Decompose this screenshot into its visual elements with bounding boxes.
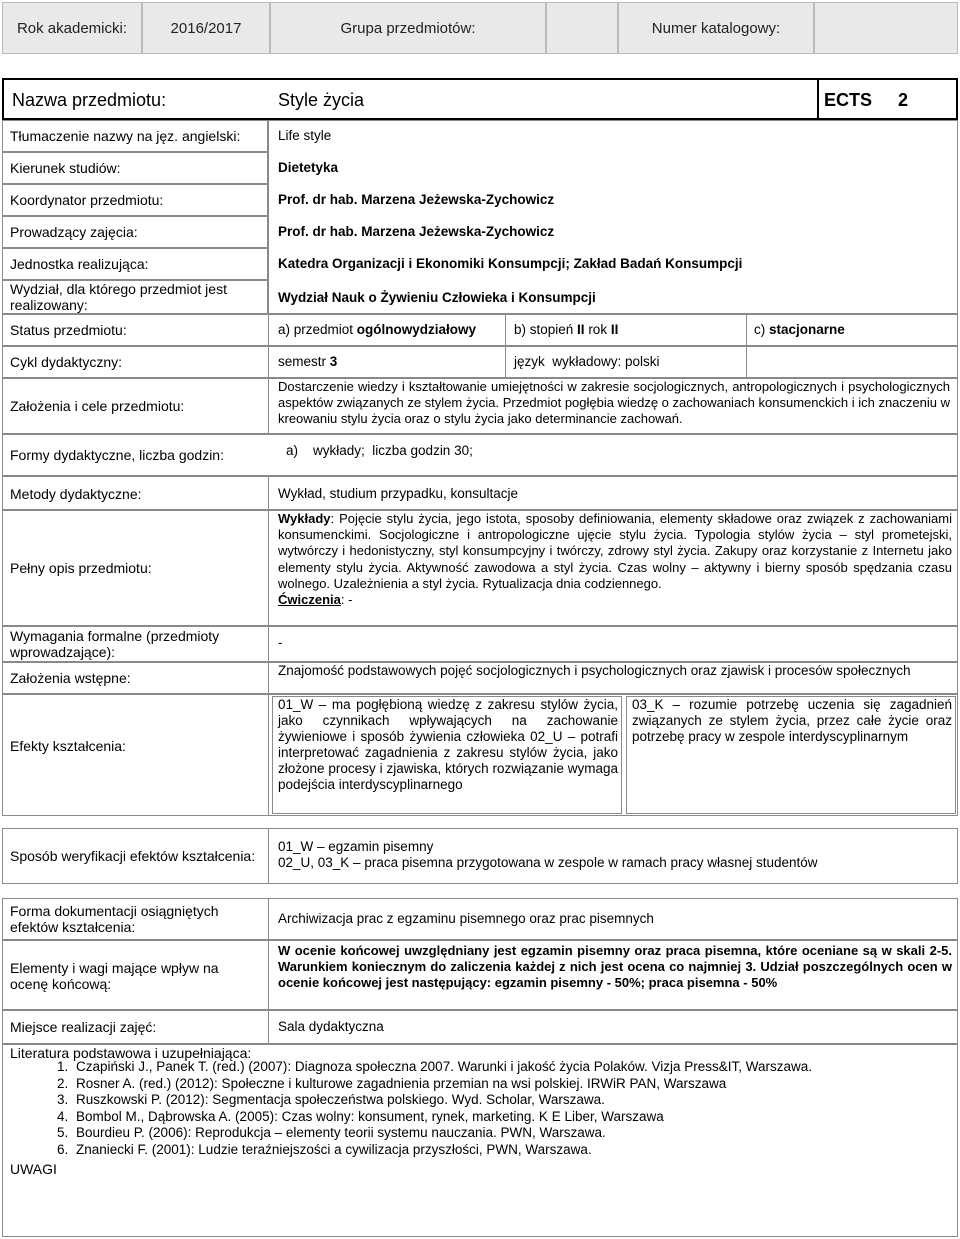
literatura-item: 5. Bourdieu P. (2006): Reprodukcja – elementy teorii systemu nauczania. PWN, Warszawa.	[72, 1125, 960, 1142]
header-numer-label: Numer katalogowy:	[618, 2, 814, 54]
opis-cwiczenia-label: Ćwiczenia	[278, 592, 341, 608]
ects-value: 2	[898, 90, 909, 110]
efekty-label: Efekty kształcenia:	[10, 738, 126, 754]
dokumentacja-label: Forma dokumentacji osiągniętych efektów kształcenia:	[10, 903, 219, 935]
prowadzacy-value: Prof. dr hab. Marzena Jeżewska-Zychowicz	[278, 224, 555, 239]
literatura-item: 6. Znaniecki F. (2001): Ludzie teraźniejszości a cywilizacja przyszłości, PWN, Warszawa.	[72, 1142, 960, 1159]
metody-value: Wykład, studium przypadku, konsultacje	[278, 486, 518, 501]
header-grupa-label: Grupa przedmiotów:	[270, 2, 546, 54]
cele-text: Dostarczenie wiedzy i kształtowanie umiejętności w zakresie socjologicznych, antropologicznych i psychologicznych aspektów związanych ze stylem życia. Przedmiot pogłębia wiedzę o zachowaniach konsumenckich i ich znaczeniu w kreowaniu stylu życia oraz o stylu życia jako determinancie zachowań.	[278, 379, 950, 426]
cykl-div3	[746, 346, 747, 378]
dokumentacja-value: Archiwizacja prac z egzaminu pisemnego oraz prac pisemnych	[278, 911, 654, 926]
cykl-div2	[505, 346, 506, 378]
koordynator-value: Prof. dr hab. Marzena Jeżewska-Zychowicz	[278, 192, 555, 207]
status-a: a) przedmiot ogólnowydziałowy	[278, 322, 477, 337]
wymagania-div	[268, 626, 269, 662]
uwagi-label: UWAGI	[10, 1161, 57, 1177]
miejsce-value: Sala dydaktyczna	[278, 1019, 384, 1034]
formy-value: a) wykłady; liczba godzin 30;	[286, 443, 473, 458]
cele-div	[268, 378, 269, 434]
opis-wyklady-text: : Pojęcie stylu życia, jego istota, sposoby definiowania, elementy składowe oraz związek z zachowaniami konsumenckimi. Socjologiczne i antropologiczne ujęcie stylu życia. Typologia stylów życia – styl prometejski, wytwórczy i hedonistyczny, styl konsumpcyjny i twórczy, zdrowy styl życia. Zakupy oraz korzystanie z Internetu jako elementy stylu życia. Aktywność zawodowa a styl życia. Czas wolny – aktywny i bierny sposób spędzania czasu wolnego. Uzależnienia a styl życia. Rytualizacja dnia codziennego.	[278, 511, 952, 591]
kierunek-value: Dietetyka	[278, 160, 339, 175]
prowadzacy-label: Prowadzący zajęcia:	[10, 224, 138, 240]
literatura-item: 4. Bombol M., Dąbrowska A. (2005): Czas wolny: konsument, rynek, marketing. K E Liber, Warszawa	[72, 1109, 960, 1126]
elementy-value: W ocenie końcowej uwzględniany jest egzamin pisemny oraz praca pisemna, które oceniane są w skali 2-5. Warunkiem koniecznym do zaliczenia każdej z nich jest ocena co najmniej 3. Udział poszczególnych ocen w ocenie końcowej jest następujący: egzamin pisemny - 50%; praca pisemna - 50%	[278, 943, 952, 991]
dokumentacja-div	[268, 898, 269, 940]
translation-value: Life style	[278, 128, 332, 143]
wymagania-value: -	[278, 635, 283, 650]
elementy-label: Elementy i wagi mające wpływ na ocenę końcową:	[10, 960, 219, 992]
cykl-box	[2, 346, 958, 378]
course-name-value: Style życia	[278, 90, 365, 110]
status-c: c) stacjonarne	[754, 322, 845, 337]
wydzial-label: Wydział, dla którego przedmiot jest realizowany:	[10, 281, 227, 313]
cele-label: Założenia i cele przedmiotu:	[10, 398, 185, 414]
literatura-label: Literatura podstawowa i uzupełniająca:	[10, 1045, 252, 1061]
literatura-list	[0, 1059, 960, 1159]
weryfikacja-line2: 02_U, 03_K – praca pisemna przygotowana w zespole w ramach pracy własnej studentów	[278, 855, 818, 870]
cykl-label: Cykl dydaktyczny:	[10, 354, 123, 370]
opis-cwiczenia-text: : -	[340, 592, 353, 608]
header-rok-label: Rok akademicki:	[2, 2, 142, 54]
jednostka-label: Jednostka realizująca:	[10, 256, 149, 272]
header-grupa-value	[546, 2, 618, 54]
values-box	[268, 120, 958, 314]
ects-label: ECTS	[824, 90, 873, 110]
jednostka-value: Katedra Organizacji i Ekonomiki Konsumpcji; Zakład Badań Konsumpcji	[278, 256, 743, 271]
wstepne-value: Znajomość podstawowych pojęć socjologicznych i psychologicznych oraz zjawisk i procesów społecznych	[278, 663, 911, 678]
miejsce-div	[268, 1010, 269, 1044]
translation-label: Tłumaczenie nazwy na jęz. angielski:	[10, 128, 241, 144]
header-rok-value: 2016/2017	[142, 2, 270, 54]
cykl-div1	[268, 346, 269, 378]
literatura-item: 2. Rosner A. (red.) (2012): Społeczne i kulturowe zagadnienia przemian na wsi polskiej. IRWiR PAN, Warszawa	[72, 1076, 960, 1093]
opis-text	[278, 511, 952, 608]
weryfikacja-label: Sposób weryfikacji efektów kształcenia:	[10, 848, 256, 864]
literatura-item: 3. Ruszkowski P. (2012): Segmentacja społeczeństwa polskiego. Wyd. Scholar, Warszawa.	[72, 1092, 960, 1109]
status-div1	[268, 314, 269, 346]
cykl-semestr: semestr 3	[278, 354, 338, 369]
weryfikacja-div	[268, 828, 269, 884]
elementy-div	[268, 940, 269, 1010]
status-div3	[746, 314, 747, 346]
metody-div	[268, 476, 269, 510]
wydzial-value: Wydział Nauk o Żywieniu Człowieka i Konsumpcji	[278, 290, 596, 305]
efekty-div	[268, 694, 269, 816]
kierunek-label: Kierunek studiów:	[10, 160, 121, 176]
header-numer-value	[814, 2, 958, 54]
literatura-item: 1. Czapiński J., Panek T. (red.) (2007): Diagnoza społeczna 2007. Warunki i jakość życia Polaków. Vizja Press&IT, Warszawa.	[72, 1059, 960, 1076]
ects-divider	[817, 78, 819, 120]
wstepne-div	[268, 662, 269, 694]
formy-label: Formy dydaktyczne, liczba godzin:	[10, 447, 224, 463]
miejsce-label: Miejsce realizacji zajęć:	[10, 1019, 157, 1035]
wymagania-label: Wymagania formalne (przedmioty wprowadzające):	[10, 628, 220, 660]
opis-label: Pełny opis przedmiotu:	[10, 560, 152, 576]
status-b: b) stopień II rok II	[514, 322, 619, 337]
status-div2	[505, 314, 506, 346]
efekty-right: 03_K – rozumie potrzebę uczenia się zagadnień związanych ze stylem życia, przez całe życie oraz potrzebę pracy w zespole interdyscyplinarnym	[632, 697, 952, 744]
status-label: Status przedmiotu:	[10, 322, 127, 338]
opis-div	[268, 510, 269, 626]
opis-wyklady-label: Wykłady	[278, 511, 331, 526]
efekty-left: 01_W – ma pogłębioną wiedzę z zakresu stylów życia, jako czynnikach wpływających na zachowanie żywieniowe i sposób żywienia człowieka 02_U – potrafi interpretować zagadnienia z zakresu stylów życia, jako złożone procesy i zjawiska, których rozwiązanie wymaga podejścia interdyscyplinarnego	[278, 697, 618, 792]
wstepne-label: Założenia wstępne:	[10, 670, 131, 686]
course-name-label: Nazwa przedmiotu:	[12, 90, 167, 110]
cykl-jezyk: język wykładowy: polski	[514, 354, 660, 369]
koordynator-label: Koordynator przedmiotu:	[10, 192, 164, 208]
metody-label: Metody dydaktyczne:	[10, 486, 142, 502]
weryfikacja-line1: 01_W – egzamin pisemny	[278, 839, 434, 854]
